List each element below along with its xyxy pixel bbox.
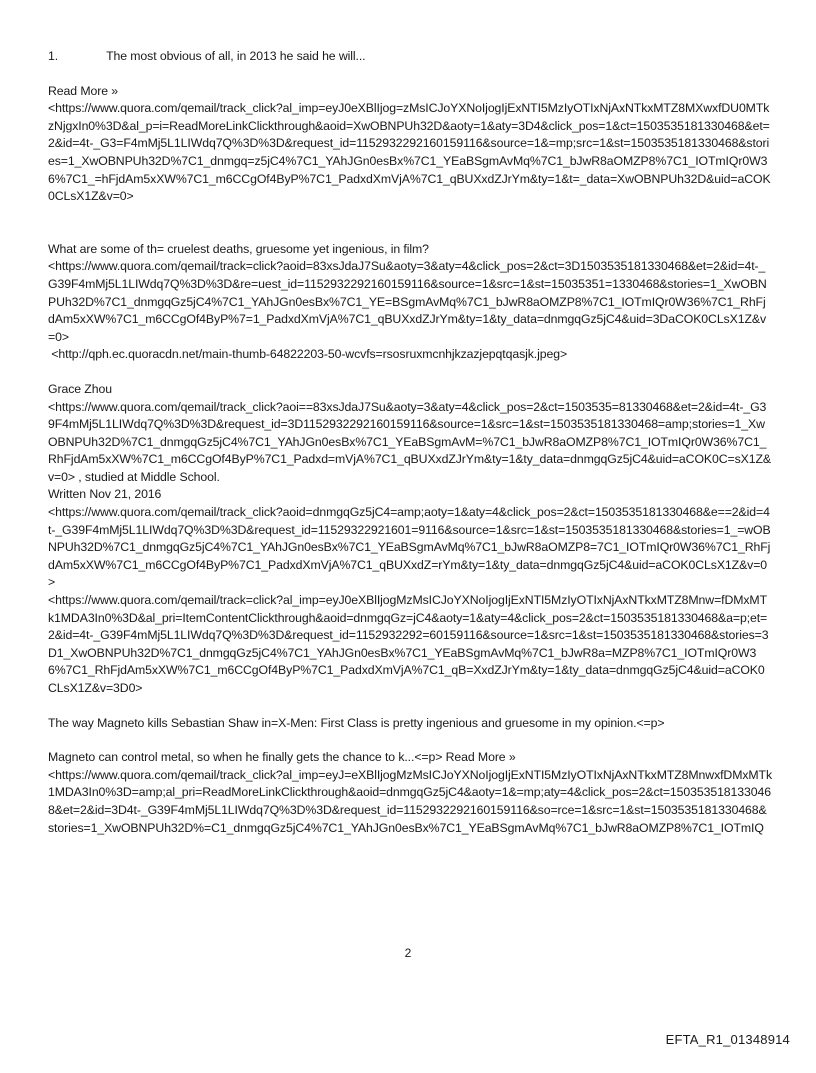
written-date: Written Nov 21, 2016: [48, 487, 162, 502]
author-name[interactable]: Grace Zhou: [48, 381, 112, 396]
question-title[interactable]: What are some of th= cruelest deaths, gruesome yet ingenious, in film?: [48, 241, 429, 256]
email-body: [48, 48, 772, 837]
answer-url[interactable]: <https://www.quora.com/qemail/track_click?aoid=dnmgqGz5jC4=amp;aoty=1&aty=4&click_pos=2&ct=1503535181330468&e==2&id=4t-_G39F4mMj5L1LIWdq7Q%3D%3D&request_id=11529322921601=9116&source=1&src=1&st=1503535181330468&stories=1_=wOBNPUh32D%7C1_dnmgqGz5jC4%7C1_YAhJGn0esBx%7C1_YEaBSgmAvMq%7C1_bJwR8aOMZP8=7C1_IOTmIQr0W36%7C1_RhFjdAm5xXW%7C1_m6CCgOf4ByP%7C1_PadxdXmVjA%7C1_qBUXxdZ=rYm&ty=1&ty_data=dnmgqGz5jC4&uid=aCOK0CLsX1Z&v=0>: [48, 505, 771, 590]
item-number: 1.: [48, 49, 59, 63]
bates-number: EFTA_R1_01348914: [665, 1032, 790, 1047]
item-content-url[interactable]: <https://www.quora.com/qemail/track=click?al_imp=eyJ0eXBlIjogMzMsICJoYXNoIjogIjExNTI5MzIyOTIxNjAxNTkxMTZ8Mnw=fDMxMTk1MDA3In0%3D&al_pri=ItemContentClickthrough&aoid=dnmgqGz=jC4&aoty=1&aty=4&click_pos=2&ct=1503535181330468&a=p;et=2&id=4t-_G39F4mMj5L1LIWdq7Q%3D%3D&request_id=1152932292=60159116&source=1&src=1&st=1503535181330468&stories=3D1_XwOBNPUh32D%7C1_dnmgqGz5jC4%7C1_YAhJGn0esBx%7C1_YEaBSgmAvMq%7C1_bJwR8a=MZP8%7C1_IOTmIQr0W36%7C1_RhFjdAm5xXW%7C1_m6CCgOf4ByP%7C1_PadxdXmVjA%7C1_qB=XxdZJrYm&ty=1&ty_data=dnmgqGz5jC4&uid=aCOK0CLsX1Z&v=3D0>: [48, 593, 769, 695]
question-url[interactable]: <https://www.quora.com/qemail/track=click?aoid=83xsJdaJ7Su&aoty=3&aty=4&click_pos=2&ct=3D1503535181330468&et=2&id=4t-_G39F4mMj5L1LIWdq7Q%3D%3D&re=uest_id=1152932292160159116&source=1&src=1&st=15035351=1330468&stories=1_XwOBNPUh32D%7C1_dnmgqGz5jC4%7C1_YAhJGn0esBx%7C1_YE=BSgmAvMq%7C1_bJwR8aOMZP8%7C1_IOTmIQr0W36%7C1_RhFjdAm5xXW%7C1_m6CCgOf4ByP%7=1_PadxdXmVjA%7C1_qBUXxdZJrYm&ty=1&ty_data=dnmgqGz5jC4&uid=3DaCOK0CLsX1Z&v=0>: [48, 259, 767, 344]
page-number: 2: [404, 946, 412, 960]
answer-teaser[interactable]: Magneto can control metal, so when he finally gets the chance to k...<=p> Read More »: [48, 750, 516, 765]
item-text: The most obvious of all, in 2013 he said he will...: [106, 49, 366, 63]
read-more-link[interactable]: Read More »: [48, 83, 118, 98]
author-url[interactable]: <https://www.quora.com/qemail/track_click?aoi==83xsJdaJ7Su&aoty=3&aty=4&click_pos=2&ct=1503535=81330468&et=2&id=4t-_G39F4mMj5L1LIWdq7Q%3D%3D&request_id=3D1152932292160159116&source=1&src=1&st=1503535181330468=amp;stories=1_XwOBNPUh32D%7C1_dnmgqGz5jC4%7C1_YAhJGn0esBx%7C1_YEaBSgmAvM=%7C1_bJwR8aOMZP8%7C1_IOTmIQr0W36%7C1_RhFjdAm5xXW%7C1_m6CCgOf4ByP%7C1_Padxd=mVjA%7C1_qBUXxdZJrYm&ty=1&ty_data=dnmgqGz5jC4&uid=aCOK0C=sX1Z&v=0> , studied at Middle School.: [48, 399, 772, 484]
tracking-url[interactable]: <https://www.quora.com/qemail/track_click?al_imp=eyJ0eXBlIjog=zMsICJoYXNoIjogIjExNTI5MzIyOTIxNjAxNTkxMTZ8MXwxfDU0MTkzNjgxIn0%3D&al_p=i=ReadMoreLinkClickthrough&aoid=XwOBNPUh32D&aoty=1&aty=3D4&click_pos=1&ct=1503535181330468&et=2&id=4t-_G3=F4mMj5L1LIWdq7Q%3D%3D&request_id=1152932292160159116&source=1&=mp;src=1&st=1503535181330468&stories=1_XwOBNPUh32D%7C1_dnmgq=z5jC4%7C1_YAhJGn0esBx%7C1_YEaBSgmAvMq%7C1_bJwR8aOMZP8%7C1_IOTmIQr0W36%7C1_=hFjdAm5xXW%7C1_m6CCgOf4ByP%7C1_PadxdXmVjA%7C1_qBUXxdZJrYm&ty=1&t=_data=XwOBNPUh32D&uid=aCOK0CLsX1Z&v=0>: [48, 101, 771, 204]
answer-quote: The way Magneto kills Sebastian Shaw in=X-Men: First Class is pretty ingenious and gruesome in my opinion.<=p>: [48, 715, 665, 730]
read-more-url[interactable]: <https://www.quora.com/qemail/track_click?al_imp=eyJ=eXBlIjogMzMsICJoYXNoIjogIjExNTI5MzIyOTIxNjAxNTkxMTZ8MnwxfDMxMTk1MDA3In0%3D=amp;al_pri=ReadMoreLinkClickthrough&aoid=dnmgqGz5jC4&aoty=1&=mp;aty=4&click_pos=2&ct=1503535181330468&et=2&id=3D4t-_G39F4mMj5L1LIWdq7Q%3D%3D&request_id=1152932292160159116&so=rce=1&src=1&st=1503535181330468&stories=1_XwOBNPUh32D%=C1_dnmgqGz5jC4%7C1_YAhJGn0esBx%7C1_YEaBSgmAvMq%7C1_bJwR8aOMZP8%7C1_IOTmIQ: [48, 767, 773, 835]
numbered-item: [48, 48, 772, 66]
thumbnail-url[interactable]: <http://qph.ec.quoracdn.net/main-thumb-64822203-50-wcvfs=rsosruxmcnhjkzazjepqtqasjk.jpeg>: [48, 347, 568, 362]
